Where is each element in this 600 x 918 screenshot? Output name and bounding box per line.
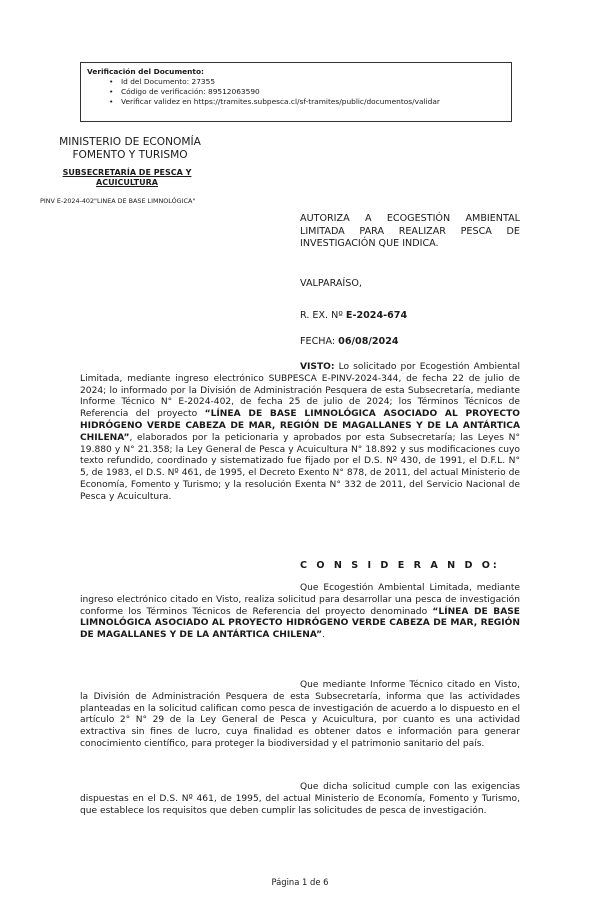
visto-text-1: Lo solicitado por Ecogestión Ambiental Limitada, mediante ingreso electrónico SUBPESCA E-PINV-2024-344, de fecha 22 de julio de 2024; lo informado por la División de Administración Pesquera de esta Subsecretaría, mediante Informe Técnico N° E-2024-402, de fecha 25 de julio de 2024; los Términos Técnicos de Referencia del proyecto	[80, 362, 520, 420]
subsecretaria-name: SUBSECRETARÍA DE PESCA Y ACUICULTURA	[62, 168, 192, 187]
considerando-paragraph-2	[80, 680, 520, 751]
visto-text-2: , elaborados por la peticionaria y aprobados por esta Subsecretaría; las Leyes N° 19.880 y N° 21.358; la Ley General de Pesca y Acuicultura N° 18.892 y sus modificaciones cuyo texto refundido, coordinado y sistematizado fue fijado por el D.S. Nº 430, de 1991, el D.F.L. N° 5, de 1983, el D.S. Nº 461, de 1995, el Decreto Exento N° 878, de 2011, del actual Ministerio de Economía, Fomento y Turismo; y la resolución Exenta N° 332 de 2011, del Servicio Nacional de Pesca y Acuicultura.	[80, 432, 520, 502]
visto-paragraph	[80, 362, 520, 504]
visto-heading: VISTO:	[300, 362, 335, 372]
considerando-1-project-name: “LÍNEA DE BASE LIMNOLÓGICA ASOCIADO AL PROYECTO HIDRÓGENO VERDE CABEZA DE MAR, REGIÓN DE MAGALLANES Y DE LA ANTÁRTICA CHILENA”	[80, 606, 520, 641]
considerando-3-text: Que dicha solicitud cumple con las exigencias dispuestas en el D.S. Nº 461, de 1995, del actual Ministerio de Economía, Fomento y Turismo, que establece los requisitos que deben cumplir las solicitudes de pesca de investigación.	[80, 782, 520, 816]
page-number: Página 1 de 6	[271, 877, 329, 887]
verification-code: • Código de verificación: 89512063590	[109, 87, 505, 97]
pinv-reference: PINV E-2024-402"LINEA DE BASE LIMNOLÓGICA"	[40, 197, 196, 205]
considerando-1-text-2: .	[322, 630, 325, 641]
ministry-line-2: FOMENTO Y TURISMO	[72, 149, 188, 161]
verification-box	[80, 62, 512, 122]
resolution-date-label: FECHA:	[300, 336, 339, 347]
visto-project-name: “LÍNEA DE BASE LIMNOLÓGICA ASOCIADO AL PROYECTO HIDRÓGENO VERDE CABEZA DE MAR, REGIÓN DE MAGALLANES Y DE LA ANTÁRTICA CHILENA”	[80, 409, 521, 443]
resolution-date	[300, 336, 399, 347]
considerando-heading: C O N S I D E R A N D O:	[300, 560, 500, 571]
considerando-paragraph-1	[80, 583, 520, 642]
verification-list	[109, 77, 505, 107]
verification-title: Verificación del Documento:	[87, 67, 204, 76]
place: VALPARAÍSO,	[300, 278, 362, 289]
resolution-number-label: R. EX. Nº	[300, 310, 346, 321]
considerando-2-text: Que mediante Informe Técnico citado en Visto, la División de Administración Pesquera de esta Subsecretaría, informa que las actividades planteadas en la solicitud califican como pesca de investigación de acuerdo a lo dispuesto en el artículo 2° N° 29 de la Ley General de Pesca y Acuicultura, por cuanto es una actividad extractiva sin fines de lucro, cuya finalidad es obtener datos e información para generar conocimiento científico, para proteger la biodiversidad y el patrimonio sanitario del país.	[80, 680, 520, 749]
ministry-line-1: MINISTERIO DE ECONOMÍA	[59, 136, 201, 148]
verification-url[interactable]: • Verificar validez en https://tramites.subpesca.cl/sf-tramites/public/documentos/validar	[109, 97, 505, 107]
considerando-paragraph-3	[80, 782, 520, 817]
verification-doc-id: • Id del Documento: 27355	[109, 77, 505, 87]
resolution-date-value: 06/08/2024	[338, 336, 399, 347]
resolution-subject: AUTORIZA A ECOGESTIÓN AMBIENTAL LIMITADA PARA REALIZAR PESCA DE INVESTIGACIÓN QUE INDICA.	[300, 213, 520, 249]
resolution-number-value: E-2024-674	[345, 310, 408, 321]
ministry-name	[40, 136, 220, 162]
considerando-1-text-1: Que Ecogestión Ambiental Limitada, mediante ingreso electrónico citado en Visto, realiza solicitud para desarrollar una pesca de investigación conforme los Términos Técnicos de Referencia del proyecto denominado	[80, 583, 520, 617]
resolution-number	[300, 310, 407, 321]
